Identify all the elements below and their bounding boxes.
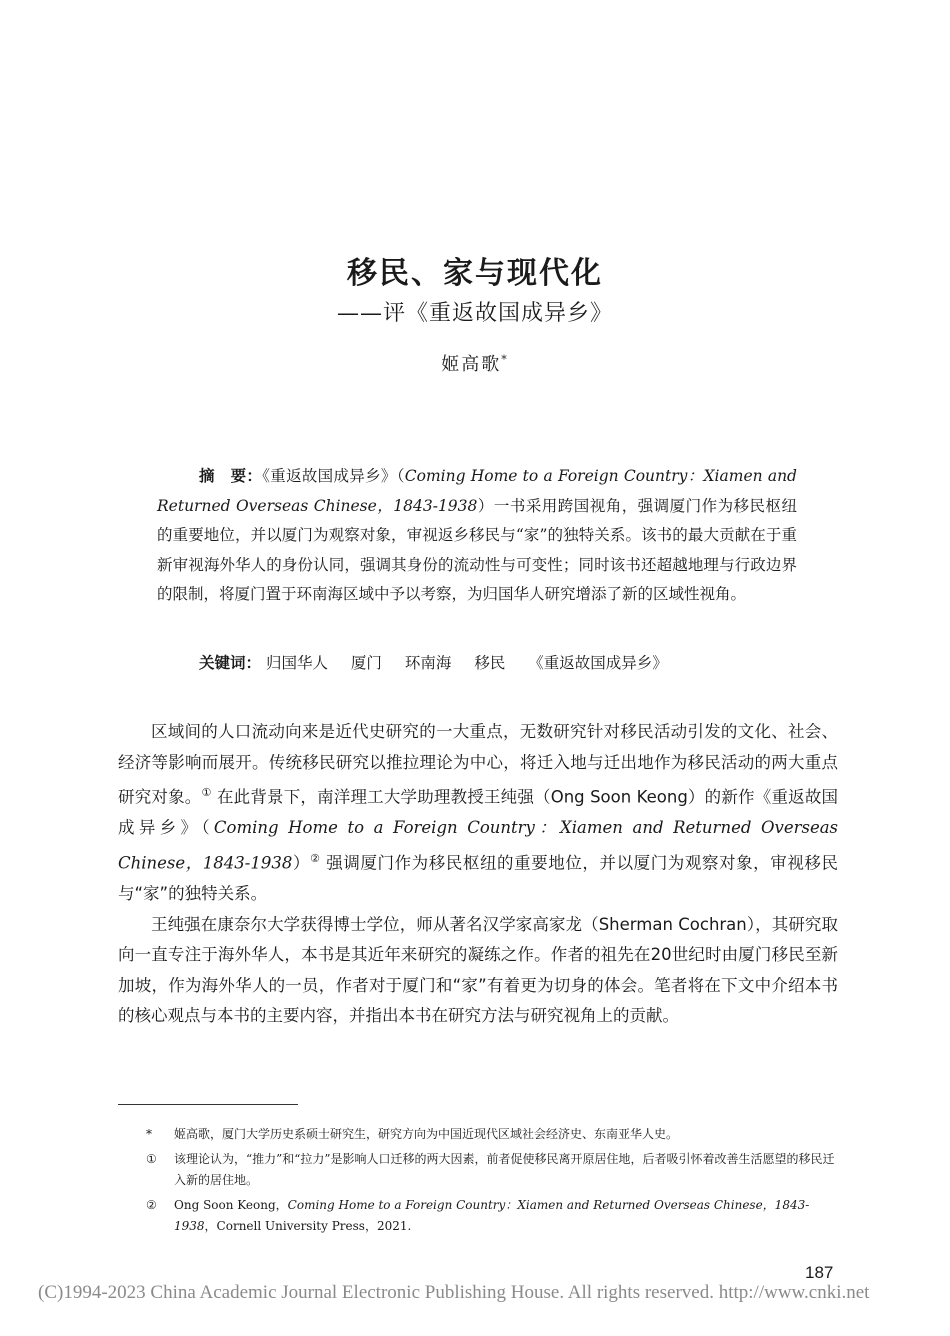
- abstract-book-title: Coming Home to a Foreign Country：Xiamen and Returned Overseas Chinese，1843-1938: [157, 467, 797, 515]
- author-line: [0, 350, 950, 376]
- keyword: 《重返故国成异乡》: [528, 654, 668, 672]
- author-name: 姬高歌: [441, 354, 502, 375]
- keywords: [199, 652, 799, 674]
- keyword: 移民: [474, 654, 506, 672]
- copyright-watermark: (C)1994-2023 China Academic Journal Electronic Publishing House. All rights reserved. http://www.cnki.net: [38, 1282, 870, 1303]
- article-subtitle: ——评《重返故国成异乡》: [336, 301, 613, 326]
- footnote-mark: *: [146, 1127, 152, 1141]
- footnote-mark: ①: [146, 1152, 157, 1166]
- abstract-text-1: 《重返故国成异乡》（: [262, 467, 405, 485]
- keywords-label: 关键词：: [199, 654, 262, 672]
- footnote-ref[interactable]: ②: [310, 851, 321, 865]
- footnote-mark: ②: [146, 1198, 157, 1212]
- abstract: [157, 462, 797, 610]
- page-number: 187: [805, 1263, 834, 1282]
- abstract-text-2: ）一书采用跨国视角，强调厦门作为移民枢纽的重要地位，并以厦门为观察对象，审视返乡移民与“家”的独特关系。该书的最大贡献在于重新审视海外华人的身份认同，强调其身份的流动性与可变性；同时该书还超越地理与行政边界的限制，将厦门置于环南海区域中予以考察，为归国华人研究增添了新的区域性视角。: [157, 496, 797, 603]
- footnote-text: 该理论认为，“推力”和“拉力”是影响人口迁移的两大因素，前者促使移民离开原居住地，后者吸引怀着改善生活愿望的移民迁入新的居住地。: [174, 1152, 835, 1187]
- abstract-label: 摘 要：: [199, 467, 263, 485]
- body-text: [118, 717, 838, 1032]
- article-title: 移民、家与现代化: [347, 256, 603, 291]
- footnote: [118, 1124, 838, 1145]
- keyword: 厦门: [350, 654, 382, 672]
- footnote-text: Ong Soon Keong，Coming Home to a Foreign Country：Xiamen and Returned Overseas Chinese，1843-1938，Cornell University Press，2021.: [174, 1198, 810, 1233]
- paragraph: 王纯强在康奈尔大学获得博士学位，师从著名汉学家高家龙（Sherman Cochran），其研究取向一直专注于海外华人，本书是其近年来研究的凝练之作。作者的祖先在20世纪时由厦门移民至新加坡，作为海外华人的一员，作者对于厦门和“家”有着更为切身的体会。笔者将在下文中介绍本书的核心观点与本书的主要内容，并指出本书在研究方法与研究视角上的贡献。: [118, 914, 838, 1026]
- author-footnote-mark: *: [501, 353, 509, 366]
- paragraph: 区域间的人口流动向来是近代史研究的一大重点，无数研究针对移民活动引发的文化、社会、经济等影响而展开。传统移民研究以推拉理论为中心，将迁入地与迁出地作为移民活动的两大重点研究对象。① 在此背景下，南洋理工大学助理教授王纯强（Ong Soon Keong）的新作《重返故国成异乡》（Coming Home to a Foreign Country：Xiamen and Returned Overseas Chinese，1843-1938）② 强调厦门作为移民枢纽的重要地位，并以厦门为观察对象，审视移民与“家”的独特关系。: [118, 722, 839, 903]
- footnote: [118, 1149, 838, 1191]
- footnote-text: 姬高歌，厦门大学历史系硕士研究生，研究方向为中国近现代区域社会经济史、东南亚华人史。: [174, 1127, 679, 1141]
- keyword: 环南海: [404, 654, 452, 672]
- footnotes: [118, 1124, 838, 1241]
- footnote: [118, 1195, 838, 1237]
- footnote-divider: [118, 1104, 298, 1105]
- book-title: Coming Home to a Foreign Country：Xiamen and Returned Overseas Chinese，1843-1938: [118, 818, 839, 873]
- keyword: 归国华人: [265, 654, 328, 672]
- footnote-ref[interactable]: ①: [201, 786, 212, 800]
